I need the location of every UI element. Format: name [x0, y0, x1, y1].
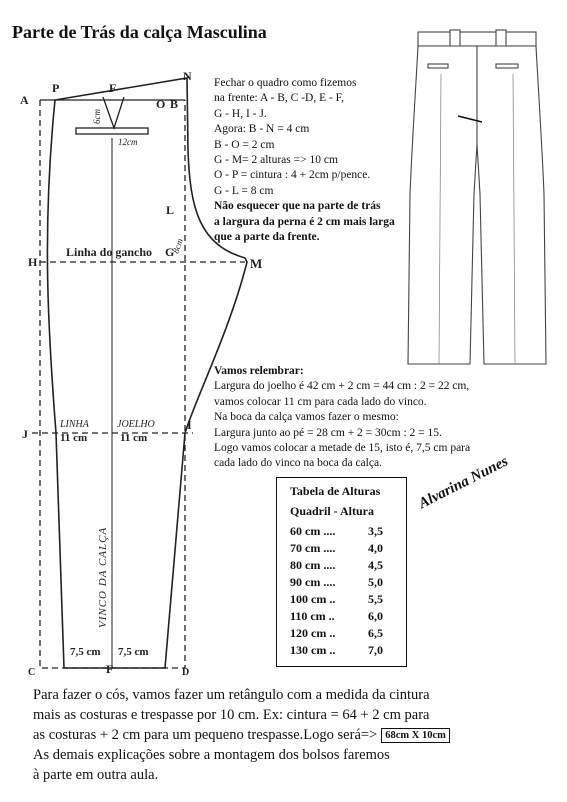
dart [103, 97, 124, 128]
recap-line: cada lado do vinco na boca da calça. [214, 457, 382, 470]
instruction-note: Não esquecer que na parte de trás [214, 200, 381, 213]
quadril-value: 80 cm .... [290, 558, 336, 572]
table-row [290, 524, 400, 540]
instruction-line: Fechar o quadro como fizemos [214, 77, 357, 89]
altura-value: 7,0 [368, 643, 383, 657]
instruction-note: a largura da perna é 2 cm mais larga [214, 215, 395, 228]
table-row [290, 592, 400, 608]
paragraph-line [33, 725, 450, 745]
label-b: B [170, 97, 179, 111]
paragraph-line: Para fazer o cós, vamos fazer um retângulo com a medida da cintura [33, 687, 430, 703]
label-f-bottom: F [106, 662, 114, 676]
label-j: J [22, 427, 28, 441]
recap-line: Logo vamos colocar a metade de 15, isto é, 7,5 cm para [214, 442, 471, 455]
label-d: D [182, 667, 190, 678]
label-f-top: F [109, 81, 117, 95]
label-l: L [166, 203, 175, 217]
pocket-mark [76, 128, 148, 134]
table-row [290, 541, 400, 557]
label-p: P [52, 81, 60, 95]
trouser-illustration [398, 24, 558, 374]
paragraph-line: As demais explicações sobre a montagem dos bolsos faremos [33, 747, 390, 763]
paragraph-line-text: as costuras + 2 cm para um pequeno trespasse.Logo será=> [33, 727, 378, 743]
altura-value: 5,0 [368, 575, 383, 589]
table-row [290, 558, 400, 574]
paragraph-line: mais as costuras e trespasse por 10 cm. Ex: cintura = 64 + 2 cm para [33, 707, 430, 723]
knee-line-label: LINHA [60, 419, 89, 430]
recap-line: vamos colocar 11 cm para cada lado do vinco. [214, 395, 427, 408]
quadril-value: 70 cm .... [290, 541, 336, 555]
dart-width-label: 12cm [118, 137, 138, 147]
instruction-line: O - P = cintura : 4 + 2cm p/pence. [214, 169, 371, 182]
paragraph-line: à parte em outra aula. [33, 767, 159, 783]
label-a: A [20, 93, 29, 107]
label-i: I [187, 418, 192, 432]
instruction-line: na frente: A - B, C -D, E - F, [214, 92, 345, 105]
instruction-line: G - M= 2 alturas => 10 cm [214, 154, 338, 167]
quadril-value: 110 cm .. [290, 609, 335, 623]
table-row [290, 609, 400, 625]
table-row [290, 626, 400, 642]
label-g: G [165, 245, 175, 259]
knee-left-measure: 11 cm [60, 432, 88, 444]
recap-line: Largura junto ao pé = 28 cm + 2 = 30cm : 2 = 15. [214, 426, 442, 439]
quadril-value: 100 cm .. [290, 592, 336, 606]
quadril-value: 120 cm .. [290, 626, 336, 640]
recap-heading: Vamos relembrar: [214, 365, 304, 377]
altura-value: 4,5 [368, 558, 383, 572]
crotch-line-label: Linha do gancho [66, 245, 153, 259]
altura-value: 5,5 [368, 592, 383, 606]
table-row [290, 643, 400, 659]
quadril-value: 90 cm .... [290, 575, 336, 589]
crotch-8cm-label: 8cm [170, 237, 186, 255]
dart-depth-label: 6cm [92, 109, 102, 124]
hem-left-measure: 7,5 cm [70, 646, 101, 658]
altura-value: 6,5 [368, 626, 383, 640]
waistband-instructions [33, 685, 450, 785]
knee-right-measure: 11 cm [120, 432, 148, 444]
waistband-measure-box: 68cm X 10cm [381, 728, 450, 743]
page-title: Parte de Trás da calça Masculina [12, 22, 267, 42]
hem-right-measure: 7,5 cm [118, 646, 149, 658]
instruction-line: B - O = 2 cm [214, 138, 275, 151]
instruction-note: que a parte da frente. [214, 231, 320, 244]
instruction-line: G - H, I - J. [214, 107, 267, 120]
knee-label: JOELHO [117, 419, 155, 430]
recap-line: Largura do joelho é 42 cm + 2 cm = 44 cm : 2 = 22 cm, [214, 380, 470, 393]
label-n: N [183, 69, 192, 83]
instruction-line: Agora: B - N = 4 cm [214, 123, 310, 136]
instruction-line: G - L = 8 cm [214, 184, 274, 197]
label-h: H [28, 255, 38, 269]
recap-line: Na boca da calça vamos fazer o mesmo: [214, 411, 399, 424]
label-m: M [250, 256, 263, 271]
quadril-value: 60 cm .... [290, 524, 336, 538]
heights-table [276, 477, 407, 667]
quadril-value: 130 cm .. [290, 643, 336, 657]
heights-table-title: Tabela de Alturas [290, 484, 381, 498]
instructions-top [214, 76, 395, 245]
crease-label: VINCO DA CALÇA [97, 526, 109, 628]
label-o: O [156, 97, 166, 111]
altura-value: 6,0 [368, 609, 383, 623]
signature: Alvarina Nunes [416, 453, 511, 513]
table-row [290, 575, 400, 591]
recap-section [214, 364, 470, 472]
altura-value: 4,0 [368, 541, 383, 555]
label-c: C [28, 667, 36, 678]
heights-table-header: Quadril - Altura [290, 504, 375, 518]
altura-value: 3,5 [368, 524, 383, 538]
